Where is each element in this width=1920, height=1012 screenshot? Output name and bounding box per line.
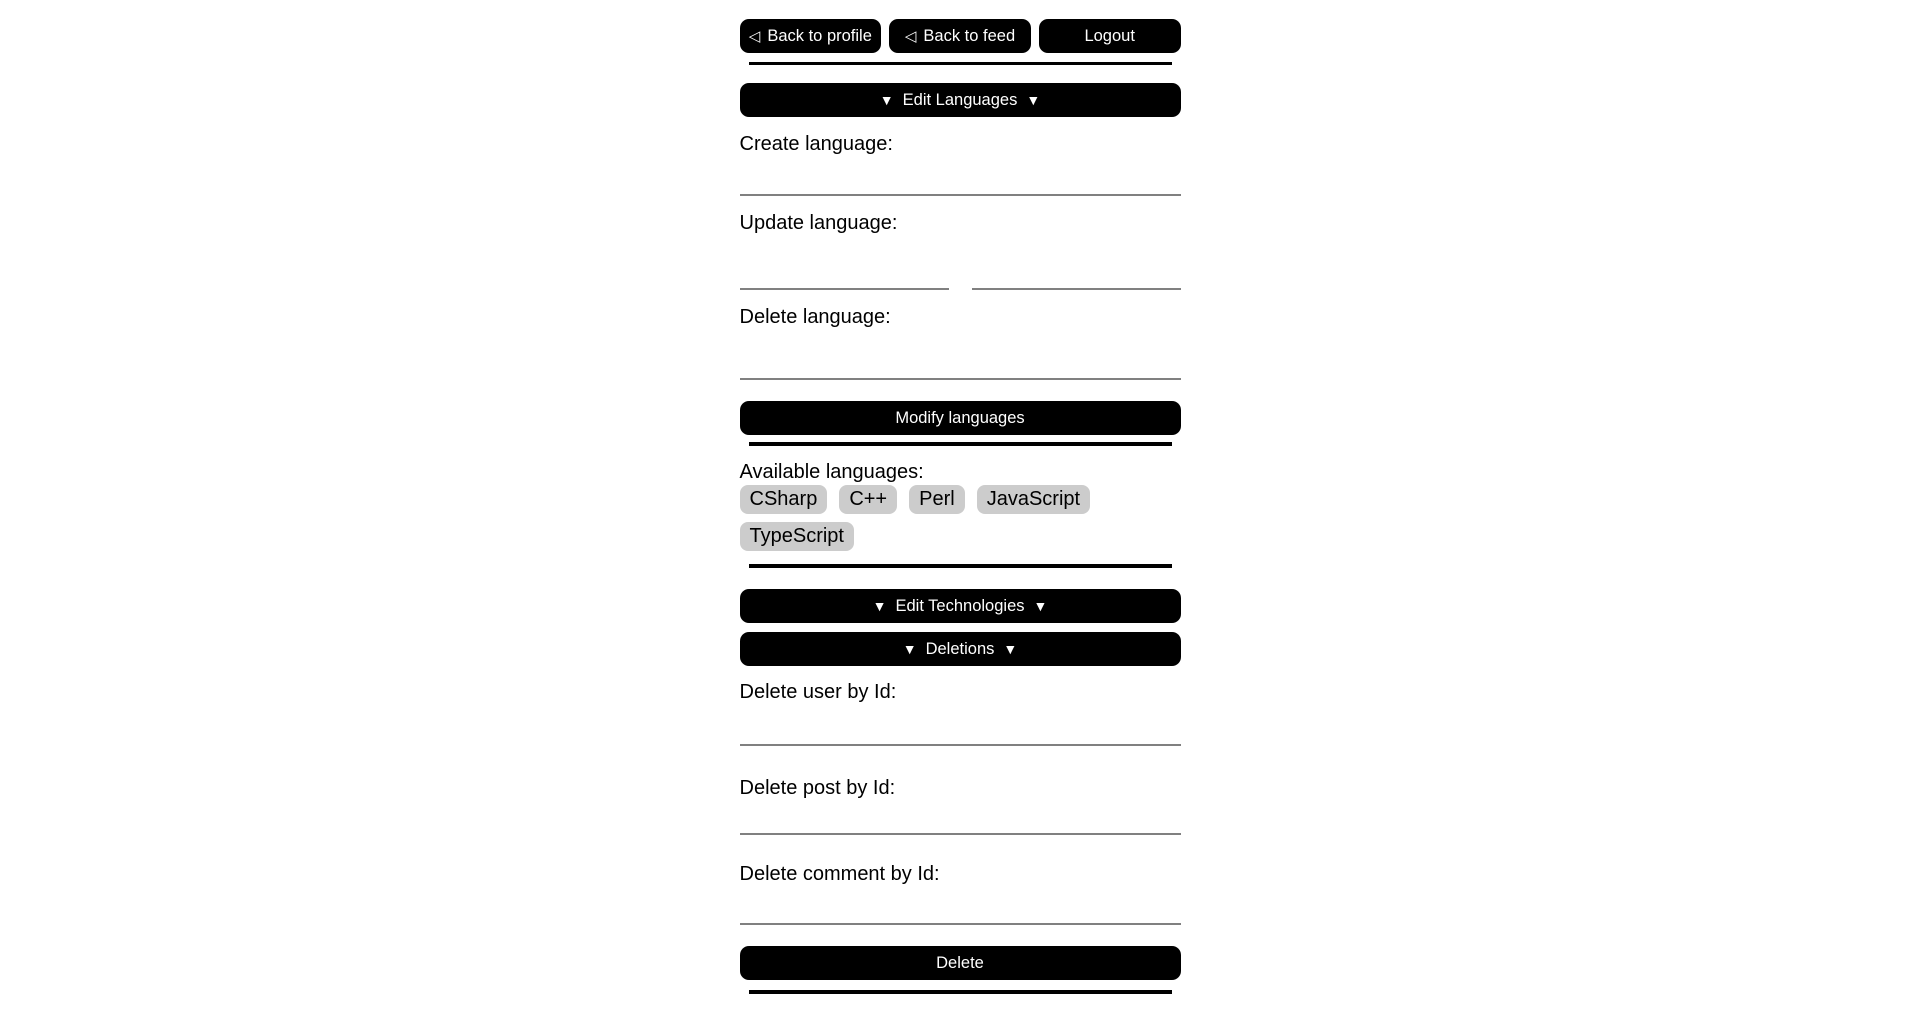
update-language-label: Update language:	[739, 212, 898, 234]
update-language-new-input[interactable]	[972, 250, 1181, 290]
delete-button-label: Delete	[936, 953, 984, 972]
delete-user-by-id-label: Delete user by Id:	[739, 681, 897, 703]
language-chip-javascript[interactable]: JavaScript	[977, 485, 1090, 514]
top-nav	[740, 19, 1181, 53]
language-chip-typescript[interactable]: TypeScript	[740, 522, 854, 551]
language-chip-csharp[interactable]: CSharp	[740, 485, 828, 514]
update-language-fields	[740, 250, 1181, 290]
logout-label: Logout	[1084, 26, 1135, 45]
admin-panel	[740, 19, 1181, 994]
language-chip-cpp[interactable]: C++	[839, 485, 897, 514]
delete-button[interactable]	[740, 946, 1181, 980]
edit-languages-toggle-label: Edit Languages	[902, 90, 1018, 109]
available-languages-list	[740, 485, 1181, 551]
deletions-toggle[interactable]	[740, 632, 1181, 666]
delete-language-input[interactable]	[740, 340, 1181, 380]
create-language-label: Create language:	[739, 133, 893, 155]
chevron-down-icon: ▼	[872, 598, 887, 614]
create-language-input[interactable]	[740, 156, 1181, 196]
section-divider	[749, 990, 1172, 994]
back-to-feed-button[interactable]	[889, 19, 1031, 53]
chevron-down-icon: ▼	[902, 641, 917, 657]
modify-languages-label: Modify languages	[895, 408, 1025, 427]
edit-languages-toggle[interactable]	[740, 83, 1181, 117]
section-divider	[749, 564, 1172, 568]
back-to-profile-button[interactable]	[740, 19, 882, 53]
available-languages-label: Available languages:	[739, 461, 924, 483]
modify-languages-button[interactable]	[740, 401, 1181, 435]
chevron-down-icon: ▼	[1003, 641, 1018, 657]
delete-comment-by-id-input[interactable]	[740, 887, 1181, 925]
edit-technologies-toggle[interactable]	[740, 589, 1181, 623]
logout-button[interactable]	[1039, 19, 1181, 53]
back-triangle-icon: ◁	[748, 28, 761, 45]
edit-technologies-toggle-label: Edit Technologies	[895, 596, 1025, 615]
deletions-toggle-label: Deletions	[925, 639, 995, 658]
back-to-profile-label: Back to profile	[767, 26, 872, 45]
chevron-down-icon: ▼	[1026, 92, 1041, 108]
back-to-feed-label: Back to feed	[923, 26, 1016, 45]
delete-post-by-id-input[interactable]	[740, 800, 1181, 835]
chevron-down-icon: ▼	[879, 92, 894, 108]
language-chip-perl[interactable]: Perl	[909, 485, 965, 514]
delete-comment-by-id-label: Delete comment by Id:	[739, 863, 940, 885]
update-language-current-input[interactable]	[740, 250, 949, 290]
chevron-down-icon: ▼	[1033, 598, 1048, 614]
section-divider	[749, 442, 1172, 446]
section-divider	[749, 62, 1172, 65]
delete-language-label: Delete language:	[739, 306, 891, 328]
delete-user-by-id-input[interactable]	[740, 706, 1181, 746]
delete-post-by-id-label: Delete post by Id:	[739, 777, 896, 799]
back-triangle-icon: ◁	[904, 28, 917, 45]
